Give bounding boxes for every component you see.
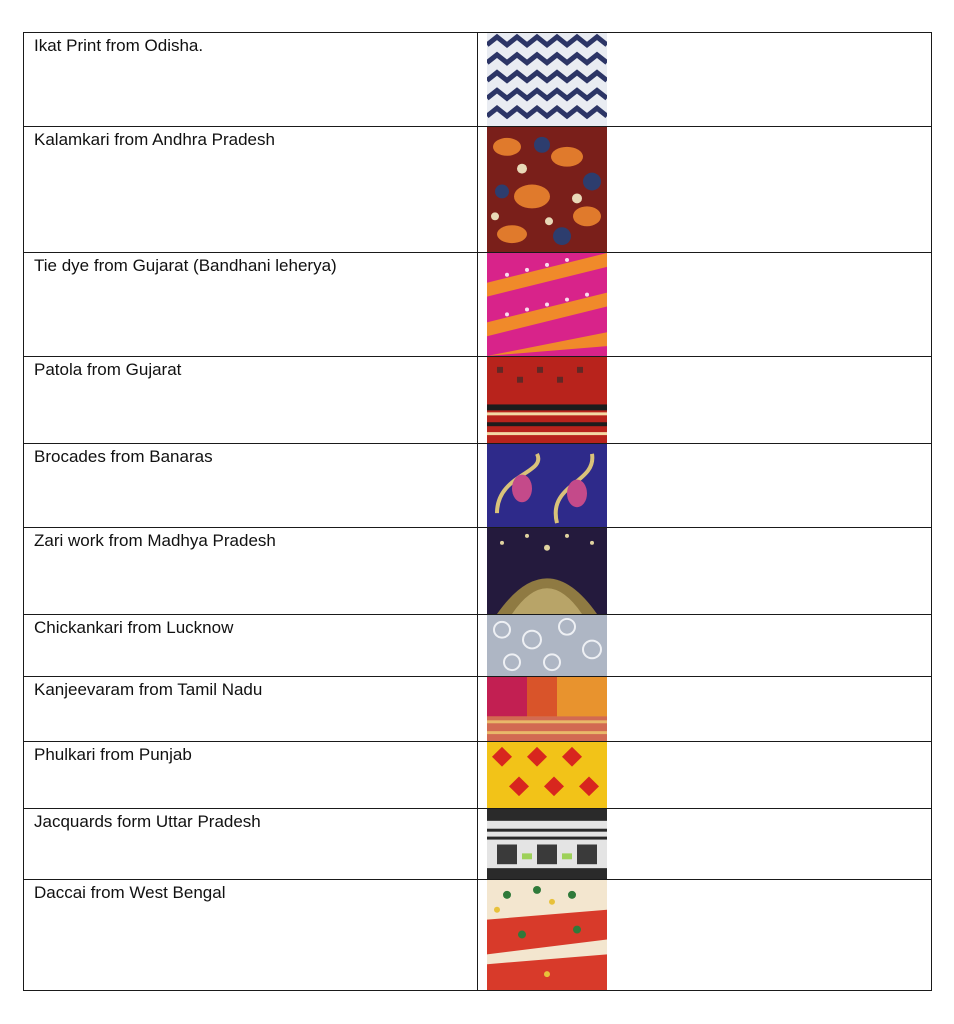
image-cell <box>478 615 932 677</box>
image-cell <box>478 742 932 809</box>
textile-label: Daccai from West Bengal <box>34 883 226 902</box>
textile-label: Jacquards form Uttar Pradesh <box>34 812 261 831</box>
textile-label: Patola from Gujarat <box>34 360 182 379</box>
table-row <box>24 880 932 991</box>
table-row <box>24 444 932 528</box>
textile-label: Kalamkari from Andhra Pradesh <box>34 130 275 149</box>
brocade-textile-image <box>487 444 607 527</box>
image-cell <box>478 809 932 880</box>
label-cell <box>24 742 478 809</box>
patola-textile-image <box>487 357 607 443</box>
label-cell <box>24 357 478 444</box>
label-cell <box>24 528 478 615</box>
table-row <box>24 357 932 444</box>
textile-table <box>23 32 932 991</box>
textile-label: Chickankari from Lucknow <box>34 618 234 637</box>
label-cell <box>24 253 478 357</box>
table-row <box>24 127 932 253</box>
phulkari-textile-image <box>487 742 607 808</box>
ikat-textile-image <box>487 33 607 126</box>
image-cell <box>478 444 932 528</box>
textile-label: Brocades from Banaras <box>34 447 213 466</box>
table-row <box>24 253 932 357</box>
label-cell <box>24 809 478 880</box>
textile-label: Ikat Print from Odisha. <box>34 36 204 55</box>
label-cell <box>24 880 478 991</box>
textile-label: Zari work from Madhya Pradesh <box>34 531 276 550</box>
table-row <box>24 677 932 742</box>
kanjeevaram-textile-image <box>487 677 607 741</box>
image-cell <box>478 677 932 742</box>
textile-label: Kanjeevaram from Tamil Nadu <box>34 680 263 699</box>
kalamkari-textile-image <box>487 127 607 252</box>
image-cell <box>478 357 932 444</box>
bandhani-textile-image <box>487 253 607 356</box>
label-cell <box>24 127 478 253</box>
table-row <box>24 615 932 677</box>
label-cell <box>24 677 478 742</box>
table-row <box>24 528 932 615</box>
image-cell <box>478 528 932 615</box>
image-cell <box>478 33 932 127</box>
label-cell <box>24 33 478 127</box>
image-cell <box>478 127 932 253</box>
zari-textile-image <box>487 528 607 614</box>
textile-label: Phulkari from Punjab <box>34 745 192 764</box>
image-cell <box>478 253 932 357</box>
label-cell <box>24 615 478 677</box>
table-row <box>24 742 932 809</box>
table-row <box>24 809 932 880</box>
label-cell <box>24 444 478 528</box>
daccai-textile-image <box>487 880 607 990</box>
table-row <box>24 33 932 127</box>
textile-label: Tie dye from Gujarat (Bandhani leherya) <box>34 256 337 275</box>
jacquard-textile-image <box>487 809 607 879</box>
image-cell <box>478 880 932 991</box>
chikankari-textile-image <box>487 615 607 676</box>
